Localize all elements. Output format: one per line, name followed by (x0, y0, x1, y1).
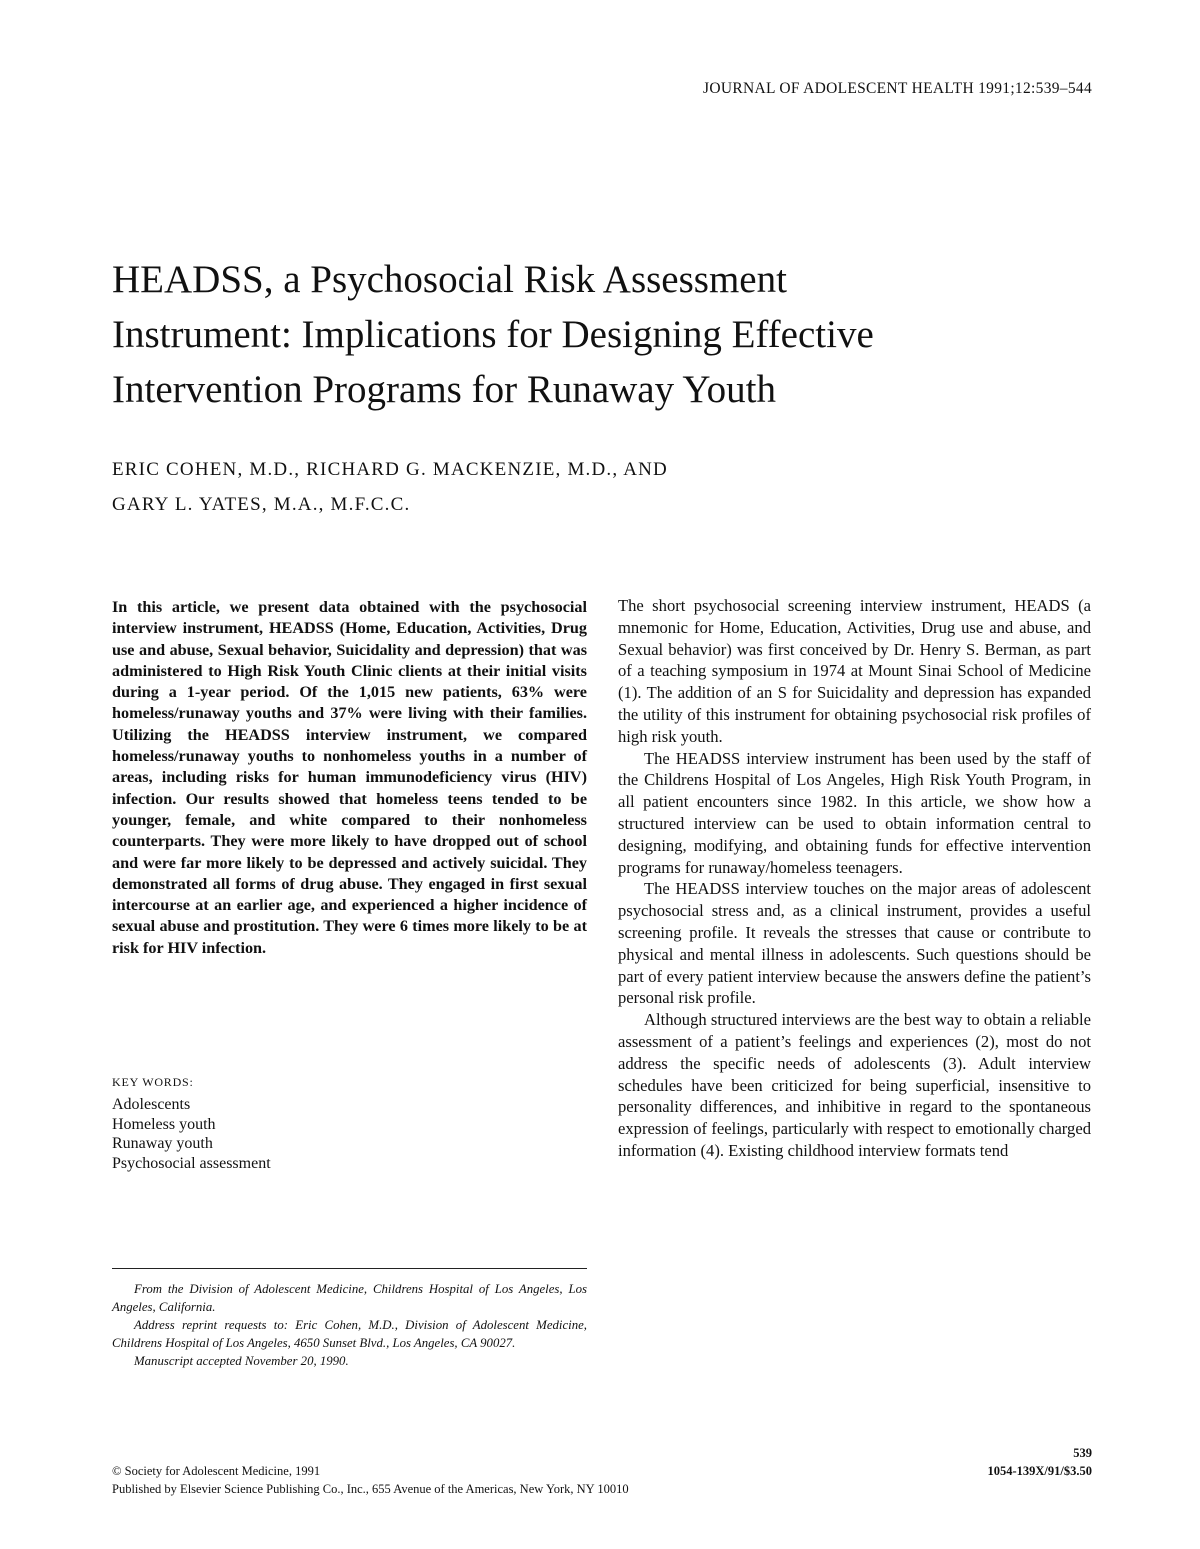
abstract: In this article, we present data obtained with the psychosocial interview instrument, HEADSS (Home, Education, Activities, Drug use and abuse, Sexual behavior, Suicidality and depression) that was administered to High Risk Youth Clinic clients at their initial visits during a 1-year period. Of the 1,015 new patients, 63% were homeless/runaway youths and 37% were living with their families. Utilizing the HEADSS interview instrument, we compared homeless/runaway youths to nonhomeless youths in a number of areas, including risks for human immunodeficiency virus (HIV) infection. Our results showed that homeless teens tended to be younger, female, and white compared to their nonhomeless counterparts. They were more likely to have dropped out of school and were far more likely to be depressed and actively suicidal. They demonstrated all forms of drug abuse. They engaged in first sexual intercourse at an earlier age, and experienced a higher incidence of sexual abuse and prostitution. They were 6 times more likely to be at risk for HIV infection. (112, 598, 587, 957)
keywords-heading: KEY WORDS: (112, 1075, 194, 1089)
body-column (618, 595, 1091, 1162)
title-line: Instrument: Implications for Designing Effective (112, 313, 874, 356)
body-paragraph: The HEADSS interview touches on the major areas of adolescent psychosocial stress and, as a clinical instrument, provides a useful screening profile. It reveals the stresses that cause or contribute to physical and mental illness in adolescents. Such questions should be part of every patient interview because the answers define the patient’s personal risk profile. (618, 879, 1091, 1008)
manuscript-accepted: Manuscript accepted November 20, 1990. (134, 1354, 349, 1368)
page-footer-left (112, 1462, 629, 1498)
copyright-notice: © Society for Adolescent Medicine, 1991 (112, 1464, 321, 1478)
author-list (112, 452, 668, 522)
reprint-address: Address reprint requests to: Eric Cohen, M.D., Division of Adolescent Medicine, Childrens Hospital of Los Angeles, 4650 Sunset Blvd., Los Angeles, CA 90027. (112, 1318, 587, 1350)
article-title (112, 252, 1092, 417)
keyword-item: Psychosocial assessment (112, 1154, 271, 1172)
title-line: Intervention Programs for Runaway Youth (112, 368, 777, 411)
author-line: GARY L. YATES, M.A., M.F.C.C. (112, 494, 411, 515)
page-number: 539 (1073, 1446, 1092, 1460)
keyword-item: Adolescents (112, 1096, 191, 1113)
publisher-line: Published by Elsevier Science Publishing Co., Inc., 655 Avenue of the Americas, New York, NY 10010 (112, 1482, 629, 1496)
affiliation-footnote (112, 1280, 587, 1370)
affiliation-line: From the Division of Adolescent Medicine, Childrens Hospital of Los Angeles, Los Angeles, California. (112, 1282, 587, 1314)
running-head: JOURNAL OF ADOLESCENT HEALTH 1991;12:539–544 (703, 80, 1092, 97)
body-paragraph: The HEADSS interview instrument has been used by the staff of the Childrens Hospital of Los Angeles, High Risk Youth Program, in all patient encounters since 1982. In this article, we show how a structured interview can be used to obtain information central to designing, modifying, and obtaining funds for effective intervention programs for runaway/homeless teenagers. (618, 748, 1091, 877)
body-paragraph: The short psychosocial screening interview instrument, HEADS (a mnemonic for Home, Education, Activities, Drug use and abuse, and Sexual behavior) was first conceived by Dr. Henry S. Berman, as part of a teaching symposium in 1974 at Mount Sinai School of Medicine (1). The addition of an S for Suicidality and depression has expanded the utility of this instrument for obtaining psychosocial risk profiles of high risk youth. (618, 596, 1091, 746)
body-paragraph: Although structured interviews are the best way to obtain a reliable assessment of a patient’s feelings and experiences (2), most do not address the specific needs of adolescents (3). Adult interview schedules have been criticized for being superficial, insensitive to personality differences, and inhibitive in regard to the spontaneous expression of feelings, particularly with respect to emotionally charged information (4). Existing childhood interview formats tend (618, 1010, 1091, 1160)
footnote-divider (112, 1268, 587, 1269)
keyword-item: Runaway youth (112, 1135, 213, 1152)
keywords-list (112, 1095, 271, 1173)
title-line: HEADSS, a Psychosocial Risk Assessment (112, 258, 787, 301)
author-line: ERIC COHEN, M.D., RICHARD G. MACKENZIE, M.D., AND (112, 459, 668, 480)
keyword-item: Homeless youth (112, 1115, 216, 1133)
issn-price: 1054-139X/91/$3.50 (987, 1464, 1092, 1478)
page-footer-right (987, 1444, 1092, 1480)
